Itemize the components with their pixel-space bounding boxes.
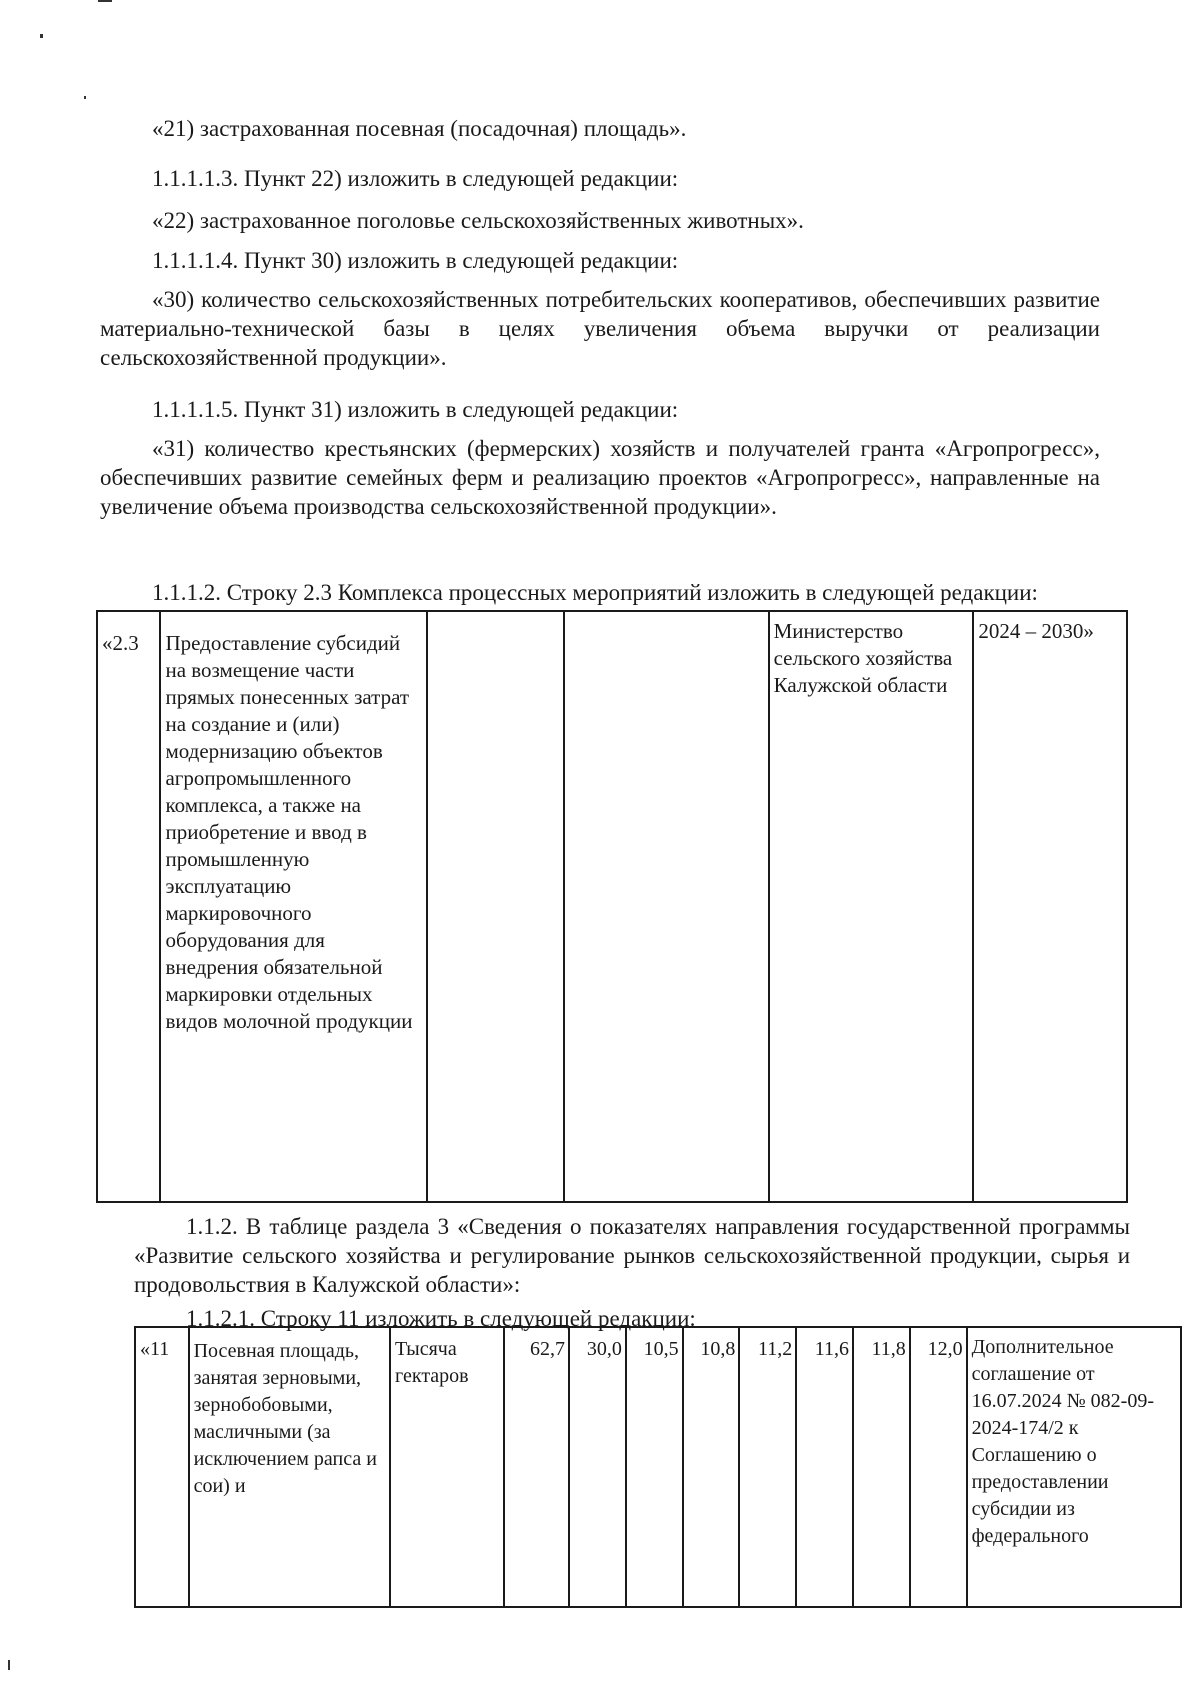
row-number-cell: «11 bbox=[135, 1327, 189, 1607]
unit-cell: Тысяча гектаров bbox=[390, 1327, 504, 1607]
value-cell: 10,5 bbox=[626, 1327, 683, 1607]
table-row bbox=[97, 611, 1127, 1202]
paragraph-1-1-2-1: 1.1.2.1. Строку 11 изложить в следующей редакции: bbox=[186, 1306, 696, 1331]
empty-cell bbox=[564, 611, 769, 1202]
indicator-name-cell: Посевная площадь, занятая зерновыми, зернобобовыми, масличными (за исключением рапса и сои) и bbox=[189, 1327, 390, 1607]
table-row bbox=[135, 1327, 1181, 1607]
paragraph-1-1-1-1-4: 1.1.1.1.4. Пункт 30) изложить в следующей редакции: bbox=[152, 248, 679, 273]
value-cell: 10,8 bbox=[683, 1327, 740, 1607]
empty-cell bbox=[427, 611, 564, 1202]
value-cell: 11,2 bbox=[739, 1327, 796, 1607]
activities-table bbox=[96, 610, 1128, 1203]
scan-speck bbox=[40, 34, 43, 38]
scan-speck bbox=[84, 96, 86, 99]
period-cell: 2024 – 2030» bbox=[973, 611, 1127, 1202]
activity-name-cell: Предоставление субсидий на возмещение части прямых понесенных затрат на создание и (или) модернизацию объектов агропромышленного комплекса, а также на приобретение и ввод в промышленную эксплуатацию маркировочного оборудования для внедрения обязательной маркировки отдельных видов молочной продукции bbox=[160, 611, 426, 1202]
responsible-cell: Министерство сельского хозяйства Калужской области bbox=[769, 611, 974, 1202]
paragraph-1-1-2: 1.1.2. В таблице раздела 3 «Сведения о показателях направления государственной программы «Развитие сельского хозяйства и регулирование рынков сельскохозяйственной продукции, сырья и продовольствия в Калужской области»: bbox=[134, 1214, 1130, 1297]
value-cell: 12,0 bbox=[910, 1327, 967, 1607]
value-cell: 30,0 bbox=[569, 1327, 626, 1607]
scan-speck bbox=[8, 1660, 10, 1670]
paragraph-1-1-1-2: 1.1.1.2. Строку 2.3 Комплекса процессных мероприятий изложить в следующей редакции: bbox=[152, 580, 1038, 605]
value-cell: 11,6 bbox=[796, 1327, 853, 1607]
paragraph-item-21: «21) застрахованная посевная (посадочная) площадь». bbox=[152, 116, 687, 141]
paragraph-1-1-1-1-3: 1.1.1.1.3. Пункт 22) изложить в следующей редакции: bbox=[152, 166, 679, 191]
note-cell: Дополнительное соглашение от 16.07.2024 № 082-09-2024-174/2 к Соглашению о предоставлении субсидии из федерального bbox=[967, 1327, 1181, 1607]
paragraph-1-1-1-1-5: 1.1.1.1.5. Пункт 31) изложить в следующей редакции: bbox=[152, 397, 679, 422]
paragraph-item-30: «30) количество сельскохозяйственных потребительских кооперативов, обеспечивших развитие материально-технической базы в целях увеличения объема выручки от реализации сельскохозяйственной продукции». bbox=[100, 287, 1100, 370]
paragraph-item-22: «22) застрахованное поголовье сельскохозяйственных животных». bbox=[152, 208, 804, 233]
scan-speck bbox=[98, 0, 112, 2]
row-number-cell: «2.3 bbox=[97, 611, 160, 1202]
paragraph-item-31: «31) количество крестьянских (фермерских) хозяйств и получателей гранта «Агропрогресс», обеспечивших развитие семейных ферм и реализацию проектов «Агропрогресс», направленные на увеличение объема производства сельскохозяйственной продукции». bbox=[100, 436, 1100, 519]
indicators-table bbox=[134, 1326, 1182, 1608]
value-cell-2023: 62,7 bbox=[504, 1327, 569, 1607]
value-cell: 11,8 bbox=[853, 1327, 910, 1607]
